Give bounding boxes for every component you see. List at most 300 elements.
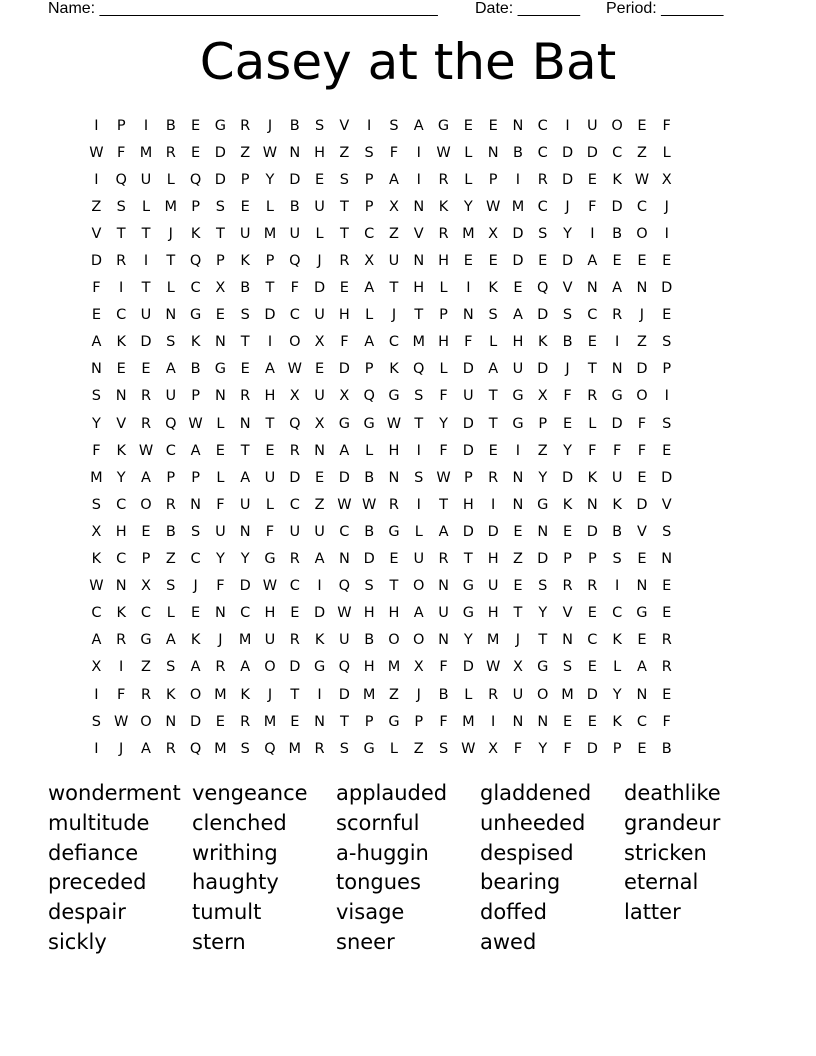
grid-letter: J [168, 225, 173, 242]
grid-letter: S [562, 659, 573, 676]
grid-letter: T [141, 225, 151, 242]
grid-letter: C [364, 225, 375, 242]
grid-letter: G [264, 551, 276, 568]
grid-letter: Q [363, 388, 375, 405]
grid-letter: E [389, 551, 399, 568]
grid-letter: H [512, 334, 524, 351]
grid-letter: W [89, 144, 104, 161]
word-item: deathlike [624, 781, 721, 805]
grid-letter: Z [636, 144, 647, 161]
grid-letter: C [140, 605, 152, 622]
grid-letter: O [636, 225, 648, 242]
grid-letter: X [364, 253, 375, 270]
word-item: gladdened [480, 781, 592, 805]
grid-letter: X [537, 388, 548, 405]
grid-letter: A [488, 361, 499, 378]
grid-letter: I [94, 117, 99, 134]
grid-letter: G [437, 117, 450, 134]
grid-letter: T [141, 280, 151, 297]
grid-letter: S [314, 117, 325, 134]
grid-letter: B [289, 198, 300, 215]
grid-letter: U [512, 361, 524, 378]
grid-letter: D [239, 578, 251, 595]
grid-letter: F [637, 442, 647, 459]
grid-letter: K [537, 334, 548, 351]
grid-letter: O [289, 334, 301, 351]
grid-letter: J [664, 198, 669, 215]
grid-letter: H [264, 388, 276, 405]
grid-letter: L [464, 686, 473, 703]
grid-letter: M [387, 659, 401, 676]
period-field-label: Period: _______ [606, 0, 724, 17]
grid-letter: D [636, 361, 648, 378]
grid-letter: O [140, 713, 152, 730]
grid-letter: D [289, 469, 301, 486]
grid-letter: D [190, 713, 202, 730]
grid-letter: D [561, 469, 574, 486]
grid-letter: U [388, 253, 400, 270]
grid-letter: I [664, 388, 669, 405]
grid-letter: U [587, 117, 598, 134]
grid-letter: U [239, 496, 251, 513]
grid-letter: S [215, 198, 225, 215]
grid-letter: N [165, 307, 177, 324]
grid-letter: N [636, 280, 648, 297]
grid-letter: H [438, 253, 449, 270]
grid-letter: O [264, 659, 276, 676]
grid-letter: A [91, 334, 102, 351]
grid-letter: B [364, 632, 375, 649]
grid-letter: C [612, 144, 623, 161]
grid-letter: F [513, 740, 523, 757]
grid-letter: C [537, 144, 548, 161]
page-title: Casey at the Bat [199, 33, 617, 91]
grid-letter: T [116, 225, 126, 242]
grid-letter: N [636, 578, 648, 595]
grid-letter: Y [563, 225, 572, 242]
grid-letter: I [515, 171, 521, 188]
grid-letter: C [537, 117, 548, 134]
grid-letter: S [562, 307, 573, 324]
grid-letter: D [586, 523, 598, 540]
grid-letter: K [190, 225, 201, 242]
grid-letter: S [364, 144, 374, 161]
word-item: applauded [336, 781, 448, 805]
grid-letter: F [117, 144, 126, 161]
grid-letter: C [587, 632, 598, 649]
grid-letter: A [141, 469, 151, 486]
grid-letter: R [562, 578, 573, 595]
word-column [624, 779, 768, 928]
grid-row [84, 112, 732, 139]
grid-row [84, 735, 732, 762]
grid-letter: R [240, 388, 251, 405]
grid-letter: N [537, 523, 549, 540]
word-item: grandeur [624, 810, 721, 835]
grid-letter: I [94, 686, 99, 703]
grid-letter: T [513, 605, 523, 622]
grid-letter: H [388, 442, 400, 459]
word-item: stricken [624, 840, 707, 865]
grid-letter: T [339, 713, 349, 730]
grid-letter: E [513, 578, 523, 595]
grid-letter: J [416, 686, 421, 703]
grid-letter: J [267, 117, 273, 134]
grid-letter: S [488, 307, 498, 324]
grid-letter: F [662, 713, 671, 730]
letter-grid [84, 112, 732, 762]
grid-letter: U [611, 469, 623, 486]
grid-letter: D [313, 605, 326, 622]
grid-letter: G [313, 659, 326, 676]
word-item: despair [48, 900, 126, 925]
grid-letter: F [439, 659, 448, 676]
grid-letter: U [512, 686, 524, 703]
grid-letter: J [193, 578, 198, 595]
grid-letter: N [388, 469, 400, 486]
grid-letter: X [488, 740, 499, 757]
grid-letter: O [611, 117, 623, 134]
grid-letter: E [488, 117, 498, 134]
grid-letter: J [119, 740, 124, 757]
grid-letter: V [339, 117, 350, 134]
grid-letter: P [439, 307, 448, 324]
grid-letter: E [488, 442, 498, 459]
grid-letter: A [364, 334, 375, 351]
grid-letter: D [289, 659, 301, 676]
grid-letter: P [141, 551, 151, 568]
grid-letter: E [587, 713, 597, 730]
grid-letter: E [587, 605, 597, 622]
grid-letter: J [218, 632, 223, 649]
grid-letter: G [363, 740, 375, 757]
grid-letter: H [314, 144, 326, 161]
grid-letter: F [216, 578, 225, 595]
grid-letter: W [436, 469, 451, 486]
grid-letter: L [414, 523, 423, 540]
grid-letter: L [464, 144, 473, 161]
grid-letter: K [190, 334, 201, 351]
grid-letter: L [365, 442, 374, 459]
grid-letter: K [240, 686, 250, 703]
grid-letter: W [337, 605, 352, 622]
grid-letter: C [116, 307, 127, 324]
grid-letter: X [339, 388, 350, 405]
grid-letter: T [439, 496, 448, 513]
grid-letter: Z [388, 225, 399, 242]
grid-letter: S [339, 740, 349, 757]
word-item: sneer [336, 929, 395, 954]
grid-letter: L [439, 361, 448, 378]
grid-letter: T [215, 225, 225, 242]
grid-letter: L [439, 280, 448, 297]
grid-letter: D [214, 144, 226, 161]
grid-row [84, 573, 732, 600]
grid-letter: C [289, 496, 300, 513]
grid-letter: E [488, 253, 498, 270]
grid-letter: M [462, 713, 475, 730]
grid-letter: N [438, 632, 449, 649]
grid-letter: L [141, 198, 151, 215]
grid-row [84, 654, 732, 681]
grid-row [84, 518, 732, 545]
grid-letter: N [438, 578, 449, 595]
grid-letter: H [438, 334, 449, 351]
grid-letter: T [389, 280, 399, 297]
grid-letter: I [614, 578, 620, 595]
grid-letter: A [512, 307, 523, 324]
grid-letter: U [215, 523, 226, 540]
grid-letter: W [461, 740, 476, 757]
grid-letter: P [240, 171, 250, 188]
word-item: haughty [192, 870, 279, 895]
word-item: tongues [336, 870, 421, 895]
grid-letter: E [240, 198, 250, 215]
word-item: tumult [192, 900, 262, 925]
grid-letter: U [289, 225, 301, 242]
grid-letter: D [462, 361, 474, 378]
grid-letter: E [637, 117, 647, 134]
grid-letter: E [562, 415, 573, 432]
grid-letter: R [140, 388, 152, 405]
grid-letter: D [140, 334, 152, 351]
grid-letter: F [389, 144, 399, 161]
grid-letter: K [91, 551, 102, 568]
grid-letter: M [486, 632, 500, 649]
grid-letter: T [463, 551, 473, 568]
grid-letter: Z [314, 496, 325, 513]
grid-letter: E [141, 361, 151, 378]
grid-letter: P [265, 253, 275, 270]
grid-letter: P [216, 253, 225, 270]
grid-letter: D [611, 415, 623, 432]
grid-letter: Y [538, 469, 548, 486]
grid-letter: N [512, 496, 524, 513]
grid-letter: O [537, 686, 549, 703]
grid-letter: Y [538, 605, 548, 622]
grid-letter: O [636, 388, 648, 405]
grid-letter: Z [91, 198, 102, 215]
grid-letter: C [289, 307, 300, 324]
grid-letter: R [438, 551, 449, 568]
grid-letter: R [289, 551, 300, 568]
grid-row [84, 302, 732, 329]
grid-letter: E [240, 361, 250, 378]
grid-letter: C [636, 198, 647, 215]
grid-letter: N [314, 442, 325, 459]
grid-row [84, 410, 732, 437]
grid-letter: N [314, 713, 325, 730]
grid-letter: A [190, 659, 201, 676]
grid-letter: R [438, 171, 449, 188]
grid-letter: E [463, 253, 473, 270]
grid-letter: E [191, 605, 201, 622]
grid-letter: W [262, 578, 278, 595]
grid-letter: Q [165, 415, 177, 432]
grid-letter: R [314, 740, 325, 757]
grid-letter: E [191, 144, 201, 161]
grid-letter: A [240, 659, 251, 676]
grid-letter: N [338, 551, 350, 568]
grid-letter: P [364, 361, 374, 378]
grid-row [84, 329, 732, 356]
grid-letter: L [265, 496, 275, 513]
grid-letter: B [289, 117, 300, 134]
grid-letter: E [314, 171, 325, 188]
grid-row [84, 627, 732, 654]
grid-letter: E [141, 523, 151, 540]
grid-letter: A [165, 361, 176, 378]
grid-letter: S [116, 198, 126, 215]
grid-letter: Q [289, 253, 301, 270]
grid-letter: N [512, 469, 524, 486]
grid-letter: T [339, 198, 349, 215]
grid-letter: K [612, 496, 622, 513]
grid-letter: W [386, 415, 402, 432]
grid-letter: N [289, 144, 301, 161]
word-item: a-huggin [336, 840, 429, 865]
grid-row [84, 681, 732, 708]
grid-letter: C [289, 578, 300, 595]
grid-letter: D [636, 496, 648, 513]
grid-letter: G [338, 415, 350, 432]
grid-letter: T [488, 388, 498, 405]
grid-letter: E [265, 442, 275, 459]
grid-letter: J [515, 632, 521, 649]
grid-letter: E [215, 713, 225, 730]
grid-letter: U [438, 605, 449, 622]
grid-letter: K [438, 198, 449, 215]
grid-letter: I [94, 740, 99, 757]
grid-letter: E [637, 253, 647, 270]
grid-letter: E [215, 442, 225, 459]
grid-letter: D [90, 253, 102, 270]
grid-letter: R [165, 144, 176, 161]
grid-letter: X [314, 334, 325, 351]
grid-letter: E [587, 334, 597, 351]
grid-letter: R [661, 632, 672, 649]
grid-letter: L [365, 307, 374, 324]
grid-letter: I [416, 496, 421, 513]
grid-row [84, 166, 732, 193]
grid-letter: Y [265, 171, 275, 188]
grid-letter: D [264, 307, 276, 324]
grid-letter: N [661, 551, 673, 568]
grid-letter: X [141, 578, 151, 595]
word-item: multitude [48, 810, 150, 835]
grid-letter: D [313, 280, 326, 297]
grid-letter: U [289, 523, 301, 540]
grid-letter: F [563, 740, 572, 757]
grid-letter: G [462, 578, 474, 595]
grid-letter: H [338, 307, 350, 324]
grid-letter: V [636, 523, 647, 540]
grid-letter: N [239, 523, 251, 540]
grid-letter: N [214, 334, 226, 351]
grid-letter: N [537, 713, 549, 730]
grid-letter: E [662, 578, 672, 595]
grid-letter: K [587, 469, 598, 486]
grid-letter: K [314, 632, 325, 649]
grid-letter: F [563, 388, 572, 405]
grid-letter: E [662, 307, 672, 324]
grid-letter: F [662, 117, 671, 134]
word-item: sickly [48, 929, 107, 954]
word-column [336, 779, 480, 958]
word-column [48, 779, 192, 958]
grid-letter: K [389, 361, 399, 378]
grid-letter: X [413, 659, 424, 676]
grid-letter: R [165, 496, 176, 513]
grid-letter: M [362, 686, 376, 703]
grid-letter: Q [264, 740, 276, 757]
grid-letter: U [264, 632, 276, 649]
grid-letter: S [612, 551, 622, 568]
grid-letter: H [413, 280, 425, 297]
grid-letter: C [612, 605, 623, 622]
grid-letter: E [116, 361, 126, 378]
grid-letter: U [314, 388, 325, 405]
grid-letter: E [339, 280, 349, 297]
grid-letter: R [240, 117, 251, 134]
grid-letter: E [662, 605, 672, 622]
grid-letter: E [562, 713, 573, 730]
grid-letter: M [238, 632, 252, 649]
grid-letter: Z [512, 551, 523, 568]
grid-letter: M [561, 686, 574, 703]
grid-letter: Q [189, 740, 202, 757]
grid-letter: Z [388, 686, 399, 703]
grid-letter: A [587, 253, 598, 270]
grid-letter: K [612, 171, 622, 188]
grid-letter: W [114, 713, 129, 730]
grid-letter: V [116, 415, 127, 432]
grid-letter: L [588, 415, 597, 432]
grid-letter: I [119, 280, 124, 297]
grid-letter: D [661, 469, 673, 486]
grid-letter: D [561, 171, 574, 188]
grid-letter: I [416, 442, 421, 459]
grid-letter: W [485, 659, 501, 676]
grid-letter: O [140, 496, 152, 513]
grid-letter: R [240, 713, 251, 730]
grid-letter: K [116, 334, 126, 351]
grid-letter: E [562, 523, 573, 540]
grid-letter: C [240, 605, 251, 622]
grid-row [84, 437, 732, 464]
grid-letter: L [265, 198, 275, 215]
grid-letter: U [140, 171, 152, 188]
grid-letter: C [91, 605, 102, 622]
word-item: despised [480, 840, 574, 865]
grid-letter: F [117, 686, 126, 703]
grid-letter: A [413, 117, 424, 134]
grid-letter: T [265, 415, 275, 432]
grid-letter: S [190, 523, 201, 540]
grid-letter: L [389, 740, 398, 757]
grid-letter: I [590, 225, 595, 242]
grid-letter: Q [537, 280, 549, 297]
grid-letter: T [339, 225, 349, 242]
grid-letter: B [562, 334, 573, 351]
grid-letter: W [361, 496, 377, 513]
grid-letter: T [290, 686, 300, 703]
grid-letter: M [288, 740, 302, 757]
grid-letter: C [587, 307, 598, 324]
grid-letter: P [563, 551, 572, 568]
grid-letter: B [661, 740, 672, 757]
grid-letter: Z [339, 144, 350, 161]
